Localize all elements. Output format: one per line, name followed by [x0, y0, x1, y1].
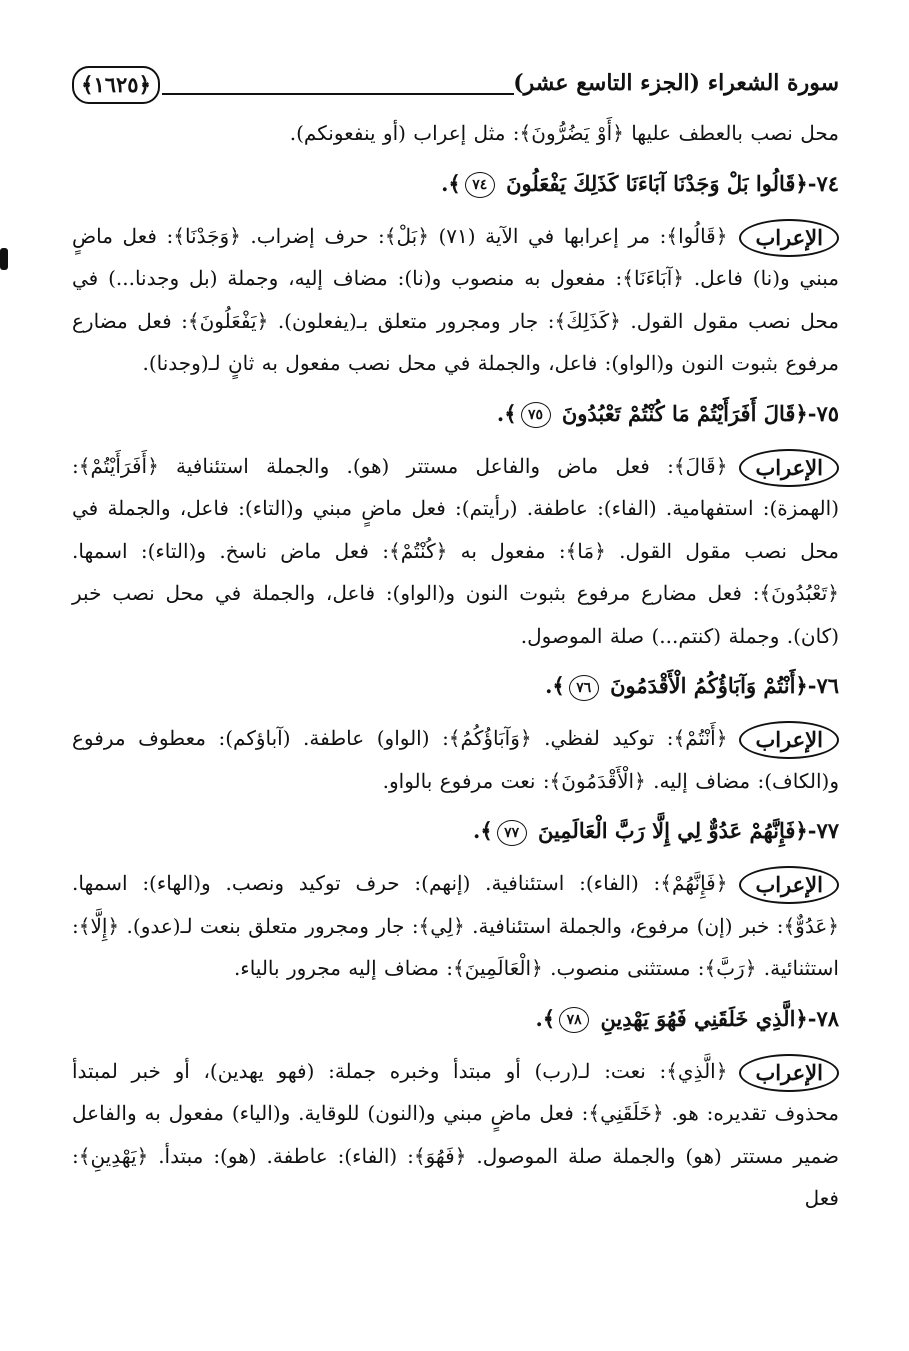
- irab-paragraph: [72, 445, 839, 658]
- ayah-marker: ٧٦: [569, 675, 599, 701]
- verse-number-prefix: ٧٤-: [807, 170, 839, 196]
- ayah-marker: ٧٤: [465, 172, 495, 198]
- verse-section-74: [72, 161, 839, 385]
- verse-number-prefix: ٧٥-: [807, 400, 839, 426]
- verse-close: ﴾.: [535, 1005, 556, 1031]
- irab-label: الإعراب: [739, 449, 839, 487]
- ayah-marker: ٧٧: [497, 820, 527, 846]
- irab-text: ﴿فَإِنَّهُمْ﴾: (الفاء): استئنافية. (إنهم): حرف توكيد ونصب. و(الهاء): اسمها. ﴿عَدُوٌّ﴾: خبر (إن) مرفوع، والجملة استئنافية. ﴿لِي﴾: جار ومجرور متعلق بنعت لـ(عدو). ﴿إِلَّا﴾: استثنائية. ﴿رَبَّ﴾: مستثنى منصوب. ﴿الْعَالَمِينَ﴾: مضاف إليه مجرور بالياء.: [72, 871, 839, 980]
- verse-number-prefix: ٧٦-: [807, 673, 839, 698]
- header-rule: [162, 93, 514, 95]
- verse-heading: [72, 996, 839, 1042]
- irab-paragraph: [72, 717, 839, 802]
- sura-title: سورة الشعراء (الجزء التاسع عشر): [513, 70, 839, 96]
- irab-text: ﴿قَالَ﴾: فعل ماض والفاعل مستتر (هو). والجملة استئنافية ﴿أَفَرَأَيْتُمْ﴾: (الهمزة): استفهامية. (الفاء): عاطفة. (رأيتم): فعل ماضٍ مبني و(التاء): فاعل، والجملة في محل نصب مقول القول. ﴿مَا﴾: مفعول به ﴿كُنْتُمْ﴾: فعل ماض ناسخ. و(التاء): اسمها. ﴿تَعْبُدُونَ﴾: فعل مضارع مرفوع بثبوت النون و(الواو): فاعل، والجملة في محل نصب خبر (كان). وجملة (كنتم...) صلة الموصول.: [72, 453, 839, 648]
- book-page: [72, 60, 839, 1351]
- verse-text: ﴿فَإِنَّهُمْ عَدُوٌّ لِي إِلَّا رَبَّ الْعَالَمِينَ: [537, 818, 808, 843]
- verse-section-76: [72, 663, 839, 802]
- verse-close: ﴾.: [496, 400, 517, 426]
- irab-text: ﴿أَنْتُمْ﴾: توكيد لفظي. ﴿وَآبَاؤُكُمُ﴾: (الواو) عاطفة. (آباؤكم): معطوف مرفوع و(الكاف): مضاف إليه. ﴿الْأَقْدَمُونَ﴾: نعت مرفوع بالواو.: [72, 726, 839, 793]
- verse-heading: [72, 808, 839, 854]
- verse-close: ﴾.: [473, 818, 493, 843]
- verse-heading: [72, 663, 839, 709]
- irab-paragraph: [72, 215, 839, 385]
- verse-close: ﴾.: [545, 673, 565, 698]
- verse-number-prefix: ٧٨-: [807, 1005, 839, 1031]
- irab-text: ﴿قَالُوا﴾: مر إعرابها في الآية (٧١) ﴿بَلْ﴾: حرف إضراب. ﴿وَجَدْنَا﴾: فعل ماضٍ مبني و(نا) فاعل. ﴿آبَاءَنَا﴾: مفعول به منصوب و(نا): مضاف إليه، وجملة (بل وجدنا...) في محل نصب مقول القول. ﴿كَذَلِكَ﴾: جار ومجرور متعلق بـ(يفعلون). ﴿يَفْعَلُونَ﴾: فعل مضارع مرفوع بثبوت النون و(الواو): فاعل، والجملة في محل نصب مفعول به ثانٍ لـ(وجدنا).: [72, 223, 839, 375]
- irab-label: الإعراب: [739, 219, 839, 257]
- verse-heading: [72, 391, 839, 437]
- irab-paragraph: [72, 1050, 839, 1220]
- verse-text: ﴿قَالَ أَفَرَأَيْتُمْ مَا كُنْتُمْ تَعْبُدُونَ: [561, 400, 808, 426]
- irab-label: الإعراب: [739, 1054, 839, 1092]
- irab-label: الإعراب: [739, 866, 839, 904]
- page-header: [72, 60, 839, 112]
- verse-section-78: [72, 996, 839, 1220]
- ayah-marker: ٧٨: [559, 1007, 589, 1033]
- verse-heading: [72, 161, 839, 207]
- page-number: ﴿١٦٢٥﴾: [72, 66, 160, 104]
- verse-text: ﴿الَّذِي خَلَقَنِي فَهُوَ يَهْدِينِ: [600, 1005, 808, 1031]
- irab-label: الإعراب: [739, 721, 839, 759]
- ayah-marker: ٧٥: [521, 402, 551, 428]
- margin-mark: [0, 248, 8, 270]
- verse-text: ﴿أَنْتُمْ وَآبَاؤُكُمُ الْأَقْدَمُونَ: [610, 673, 808, 698]
- intro-paragraph: محل نصب بالعطف عليها ﴿أَوْ يَضُرُّونَ﴾: مثل إعراب (أو ينفعونكم).: [289, 121, 839, 145]
- verse-close: ﴾.: [441, 170, 461, 196]
- verse-number-prefix: ٧٧-: [807, 818, 839, 843]
- verse-text: ﴿قَالُوا بَلْ وَجَدْنَا آبَاءَنَا كَذَلِكَ يَفْعَلُونَ: [506, 170, 808, 196]
- irab-paragraph: [72, 862, 839, 990]
- irab-text: ﴿الَّذِي﴾: نعت: لـ(رب) أو مبتدأ وخبره جملة: (فهو يهدين)، أو خبر لمبتدأ محذوف تقديره: هو. ﴿خَلَقَنِي﴾: فعل ماضٍ مبني و(النون) للوقاية. و(الياء) مفعول به والفاعل ضمير مستتر (هو) والجملة صلة الموصول. ﴿فَهُوَ﴾: (الفاء): عاطفة. (هو): مبتدأ. ﴿يَهْدِينِ﴾: فعل: [72, 1058, 839, 1210]
- verse-section-77: [72, 808, 839, 990]
- verse-section-75: [72, 391, 839, 658]
